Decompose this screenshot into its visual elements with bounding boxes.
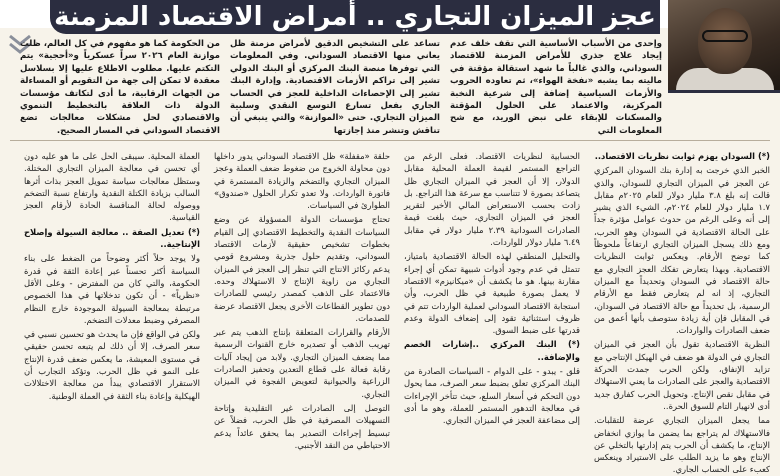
body-column-2 <box>404 150 580 468</box>
paragraph: الحسابية لنظريات الاقتصاد. فعلى الرغم من التراجع المستمر لقيمة العملة المحلية مقابل الدولار، إلا أن العجز في الميزان التجاري ظل يتصاعد بصورة لا تتناسب مع سرعة هذا التراجع. بل زادت بحسب الاستعراض المالي الأخير لتقرير العجز في الميزان التجاري، حيث بلغت قيمة الصادرات السودانية ٢.٣٩ مليار دولار في مقابل ٦.٤٩ مليار دولار للواردات. <box>404 151 580 248</box>
paragraph: حلقة «مقفلة» ظل الاقتصاد السوداني يدور داخلها دون محاولة الخروج من ضغوط ضعف العملة وعجز الميزان التجاري والتضخم والزيادة المستمرة في فاتورة الواردات. ولا تعدو تكرار الحلول «صندوق» الطوارئ في السياسات. <box>214 151 390 211</box>
paragraph: مما يجعل الميزان التجاري عرضة للتقلبات. فالاستهلاك لم يتراجع بما يضمن ما يوازي انخفاض الإنتاج، ما يكشف أن الحرب يتم إدارتها بالتخلي عن الإنتاج وهو ما يزيد الطلب على الاستيراد وينعكس كعبء على الحساب الجاري. <box>594 415 770 475</box>
paragraph: التوصل إلى الصادرات غير التقليدية وإتاحة التسهيلات المصرفية في ظل الحرب، فضلاً عن تبسيط إجراءات التصدير بما يحقق عائداً يدعم الاحتياطي من النقد الأجنبي. <box>214 402 390 450</box>
author-photo <box>668 0 780 93</box>
paragraph: العملة المحلية. سيبقى الحل على ما هو عليه دون أي تحسن في معالجة الميزان التجاري المختلة. وستظل معالجات سياسة تمويل العجز بذات أثرها السالب بزيادة الكتلة النقدية وارتفاع نسبة التضخم ووصوله لحالة المنافسة الحادة لأرقام العجز القياسية. <box>24 151 200 223</box>
article-headline: عجز الميزان التجاري .. أمراض الاقتصاد المزمنة <box>54 2 656 32</box>
paragraph: تحتاج مؤسسات الدولة المسؤولة عن وضع السياسات النقدية والتخطيط الاقتصادي إلى القيام بخطوات تشخيص حقيقية لأزمات الاقتصاد السوداني، وتقديم حلول جذرية ومشروع قومي يدعم ركائز الانتاج التي تنظر إلى العجز في الميزان التجاري من زاوية الإنتاج لا الاستهلاك وحده. فالاعتماد على الذهب كمصدر رئيسي للصادرات دون تطوير القطاعات الأخرى يجعل الاقتصاد عرضة للصدمات. <box>214 214 390 323</box>
body-column-4 <box>24 150 200 468</box>
body-column-1 <box>593 150 771 475</box>
paragraph: والتحليل المنطقي لهذه الحالة الاقتصادية بامتياز، تتمثل في عدم وجود أدوات شبيهة تمكن أي إجراء مقارنة بينها. هو ما يكشف أن «ميكانيزم» الاقتصاد لا يعمل بصورة طبيعية في ظل الحرب، وأن استجابة الاقتصاد السوداني لعملية الواردات تتم في ظروف استثنائية تقود إلى إضعاف الدولة وعدم قدرتها على ضبط السوق. <box>404 251 580 336</box>
paragraph: قلق - يبدو - على الدوام - السياسات الصادرة من البنك المركزي تعلق بضبط سعر الصرف، مما يحول دون التحكم في أسعار السلع، حيث تتأخر الإجراءات في معالجة التدهور المستمر للعملة، وهو ما أدى إلى مضاعفة العجز في الميزان التجاري. <box>404 366 580 426</box>
intro-column-1: وإحدى من الأسباب الأساسية التي تقف خلف عدم إيجاد علاج جذري للأمراض المزمنة للاقتصاد السوداني، والذي غالباً ما شهد استقالة مؤقتة في ماليته بما يشبه «نفخة الهواء»، ثم تعاوده الحروب والأزمات السياسية إضافة إلى شرعية النخبة المركزية، والاعتماد على الحلول المؤقتة والمسكنات للإبقاء على نبض الوريد، مع شح المعلومات التي <box>450 39 662 136</box>
photo-glasses <box>702 30 748 42</box>
body-column-3 <box>214 150 390 468</box>
paragraph: ولكن في الواقع فإن ما يحدث هو تحسين نسبي في سعر الصرف، إلا أن ذلك لم يتبعه تحسن حقيقي في مستوى المعيشة، ما يعكس ضعف قدرة الإنتاج على النمو في ظل الحرب. وتؤكد التجارب أن الاستقرار الاقتصادي يبدأ من معالجة الاختلالات الهيكلية وإعادة بناء الثقة في العملة الوطنية. <box>24 329 200 401</box>
headline-banner <box>50 0 660 34</box>
intro-column-3: من الحكومة كما هو مفهوم في كل العالم، ظلت موازنة العام ٢٠٢٦ سراً عسكرياً و«أحجية» يتم التكتم عليها. مطلوب الاطلاع عليها إلا بسلاسل معقدة لا تمكن إلى جهة من التقويم أو المساءلة من الجهات الرقابية، ما أدى لتكاتف مؤسسات الدولة ذات العلاقة بالتخطيط التنموي والاقتصادي لحل مشكلات معالجات تضع الاقتصاد السوداني في المسار الصحيح. <box>20 39 220 136</box>
intro-column-2: تساعد على التشخيص الدقيق لأمراض مزمنة ظل يعاني منها الاقتصاد السوداني. وفي المعلومات التي توفرها منصة البنك المركزي أو البنك الدولي تشير إلى تراكم الأزمات الاقتصادية. وإدارة البنك تشير إلى الإحصاءات الداخلية للعجز في الحساب الجاري بفعل تسارع التوسع النقدي وسلبية الميزان التجاري. حتى «الموازنة» والتي ينبغي أن تناقش وتنشر منذ إجازتها <box>230 39 440 136</box>
section-divider <box>10 140 770 141</box>
paragraph: الخبر الذي خرجت به إدارة بنك السودان المركزي عن العجز في الميزان التجاري للسودان، والذي قالت إنه بلغ ٣.٨ مليار دولار للعام ٢٠٢٥م مقابل ١.٧ مليار دولار للعام ٢٠٢٤م، الشيء الذي يشير إلى أنه وعلى الرغم من حدوث عوامل مؤثرة جداً على الحالة الاقتصادية في السودان وهو الحرب، ومع ذلك يسجل الميزان التجاري ارتفاعاً ملحوظاً كما توضح الأرقام. ويعكس ثوابت النظريات الاقتصادية. وبهذا يتعارض تفكك العجز التجاري مع حالة الاقتصاد في السودان وتحديداً مع الميزان التجاري، إذ انه لم يتعارض فقط مع الأرقام الرسمية، بل تحديداً مع حالة الاقتصاد في السودان، في المقابل فإن أية زيادة ستوصف بأنها أعمق من ضعف الصادرات والواردات. <box>594 165 771 336</box>
subheading: (*) السودان يهزم ثوابت نظريات الاقتصاد.. <box>594 151 770 161</box>
subheading: (*) البنك المركزي ..إشارات الخصم والإضافة.. <box>404 339 580 362</box>
paragraph: الأرقام والقرارات المتعلقة بإنتاج الذهب يتم عبر تهريب الذهب أو تصديره خارج القنوات الرسمية مما يضعف الميزان التجاري. ولابد من إيجاد آليات رقابة فعالة على قطاع التعدين وتحفيز الصادرات الزراعية والحيوانية لتعويض الفجوة في الميزان التجاري. <box>214 327 390 399</box>
paragraph: النظرية الاقتصادية تقول بأن العجز في الميزان التجاري في الدولة هو ضعف في الهيكل الإنتاجي مع تزايد الإنفاق، ولكن الحرب جمدت الحركة الاقتصادية والعجز على الصادرات ما يعني الاستهلاك في مقابل نقص الإنتاج. وتحويل الحرب كفارق جديد أدى لانهيار التام للسوق الحرة.. <box>593 339 770 411</box>
paragraph: ولا يوجد حلاً أكثر وضوحاً من الضغط على بناء السياسة أكثر تحسناً عبر إعادة الثقة في قدرة الحكومة، والتي كان من المفترض - وعلى الأقل «نظرياً» - أن تكون تدخلاتها في هذا الخصوص مرتبطة بمعالجة السيولة الموجودة خارج النظام المصرفي وضبط معدلات التضخم. <box>24 253 200 325</box>
subheading: (*) تعديل الصفة .. معالجة السيولة وإصلاح الإنتاجية.. <box>24 226 200 250</box>
